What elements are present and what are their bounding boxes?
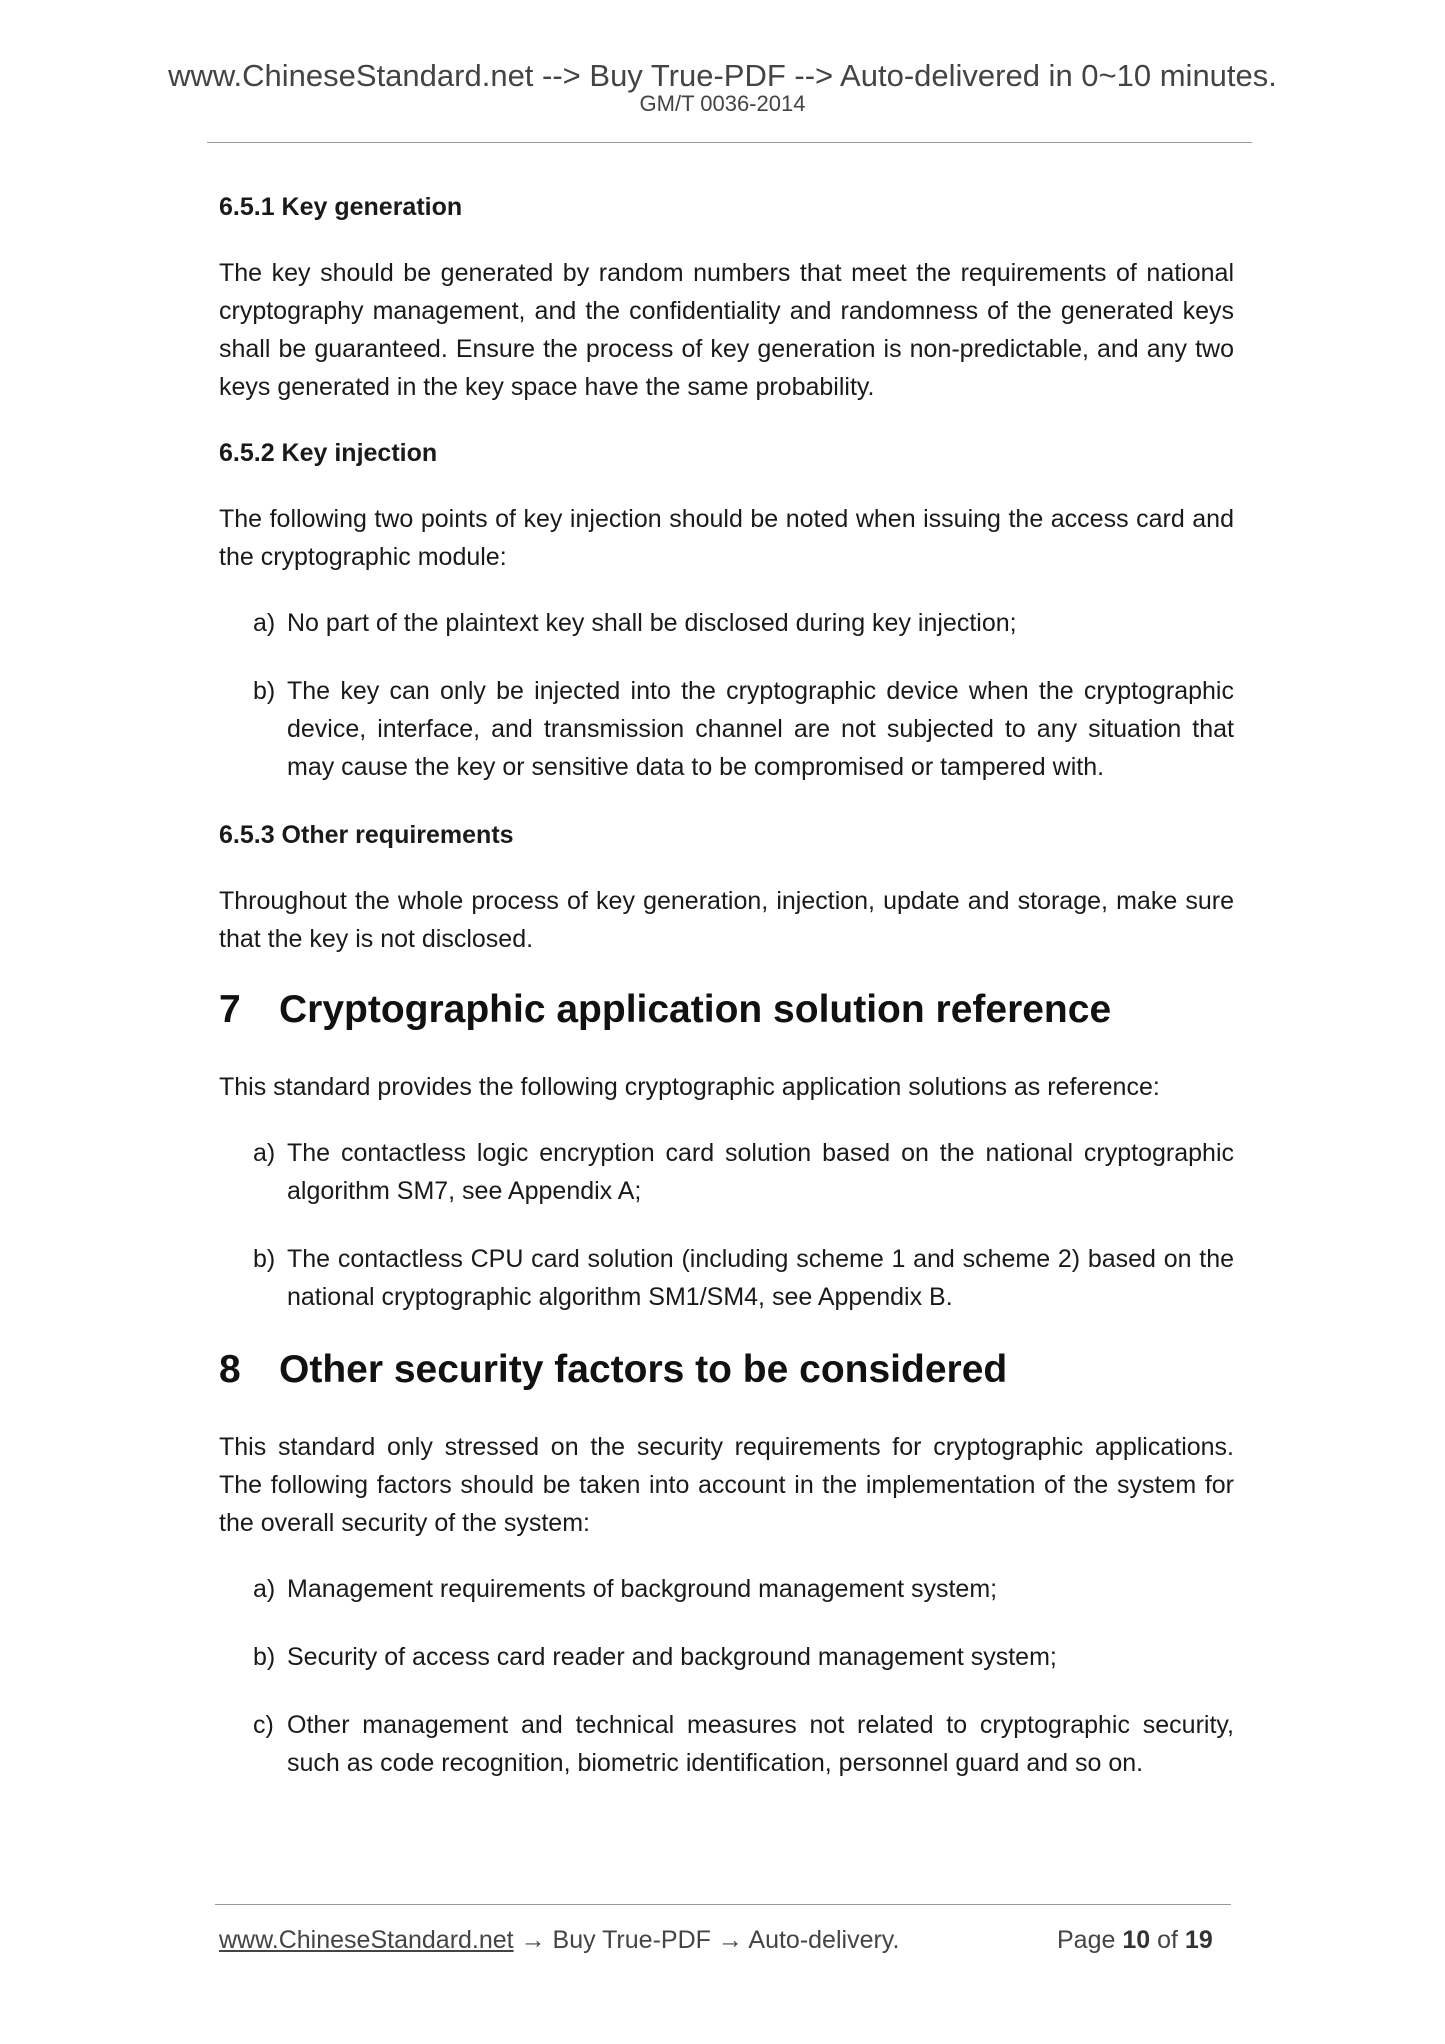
clause-6-5-2-intro: The following two points of key injection should be noted when issuing the access card and the cryptographic module: xyxy=(219,505,1234,571)
list-marker: b) xyxy=(253,1643,276,1671)
page-label: Page xyxy=(1057,1926,1116,1954)
footer-left xyxy=(219,1924,899,1956)
page-content xyxy=(219,188,1234,1812)
page-of: of xyxy=(1157,1926,1178,1954)
list-item-text: Management requirements of background management system; xyxy=(287,1575,998,1603)
clause-6-5-2-title: 6.5.2 Key injection xyxy=(219,439,438,467)
list-item xyxy=(219,1240,1234,1316)
section-8-number: 8 xyxy=(219,1348,241,1391)
footer-divider xyxy=(215,1904,1231,1905)
list-item-text: Other management and technical measures not related to cryptographic security, such as code recognition, biometric identification, personnel guard and so on. xyxy=(287,1711,1234,1777)
list-marker: b) xyxy=(253,1245,276,1273)
clause-6-5-3-title: 6.5.3 Other requirements xyxy=(219,821,514,849)
section-8-heading xyxy=(219,1346,1234,1394)
section-7-list xyxy=(219,1134,1234,1316)
clause-6-5-3-text: Throughout the whole process of key generation, injection, update and storage, make sure that the key is not disclosed. xyxy=(219,887,1234,953)
section-8-title: Other security factors to be considered xyxy=(279,1348,1008,1391)
clause-6-5-1-title: 6.5.1 Key generation xyxy=(219,193,463,221)
list-marker: b) xyxy=(253,677,276,705)
section-7-heading xyxy=(219,986,1234,1034)
list-marker: a) xyxy=(253,1139,276,1167)
list-marker: c) xyxy=(253,1711,274,1739)
page-total: 19 xyxy=(1184,1926,1213,1954)
section-7-number: 7 xyxy=(219,988,241,1031)
list-item-text: No part of the plaintext key shall be disclosed during key injection; xyxy=(287,609,1017,637)
site-banner: www.ChineseStandard.net --> Buy True-PDF --> Auto-delivered in 0~10 minutes. xyxy=(168,58,1277,93)
clause-6-5-1-text: The key should be generated by random numbers that meet the requirements of national cryptography management, and the confidentiality and randomness of the generated keys shall be guaranteed. Ensure the process of key generation is non-predictable, and any two keys generated in the key space have the same probability. xyxy=(219,259,1234,401)
list-item xyxy=(219,604,1234,642)
header-divider xyxy=(207,142,1252,143)
page-current: 10 xyxy=(1122,1926,1151,1954)
list-item xyxy=(219,1134,1234,1210)
list-item xyxy=(219,1706,1234,1782)
standard-code: GM/T 0036-2014 xyxy=(639,91,806,116)
section-8-intro: This standard only stressed on the security requirements for cryptographic applications. The following factors should be taken into account in the implementation of the system for the overall security of the system: xyxy=(219,1433,1234,1537)
list-item xyxy=(219,1570,1234,1608)
section-8-list xyxy=(219,1570,1234,1782)
list-marker: a) xyxy=(253,1575,276,1603)
list-item xyxy=(219,1638,1234,1676)
list-item-text: The contactless CPU card solution (including scheme 1 and scheme 2) based on the national cryptographic algorithm SM1/SM4, see Appendix B. xyxy=(287,1245,1234,1311)
page-number xyxy=(1057,1924,1213,1956)
section-7-title: Cryptographic application solution reference xyxy=(279,988,1112,1031)
section-7-intro: This standard provides the following cryptographic application solutions as reference: xyxy=(219,1073,1160,1101)
clause-6-5-2-list xyxy=(219,604,1234,786)
list-item-text: Security of access card reader and background management system; xyxy=(287,1643,1057,1671)
list-item xyxy=(219,672,1234,786)
footer-site-link[interactable]: www.ChineseStandard.net xyxy=(219,1926,514,1954)
footer-delivery-text: → Buy True-PDF → Auto-delivery. xyxy=(513,1926,900,1954)
list-marker: a) xyxy=(253,609,276,637)
list-item-text: The key can only be injected into the cryptographic device when the cryptographic device, interface, and transmission channel are not subjected to any situation that may cause the key or sensitive data to be compromised or tampered with. xyxy=(287,677,1234,781)
list-item-text: The contactless logic encryption card solution based on the national cryptographic algorithm SM7, see Appendix A; xyxy=(287,1139,1234,1205)
